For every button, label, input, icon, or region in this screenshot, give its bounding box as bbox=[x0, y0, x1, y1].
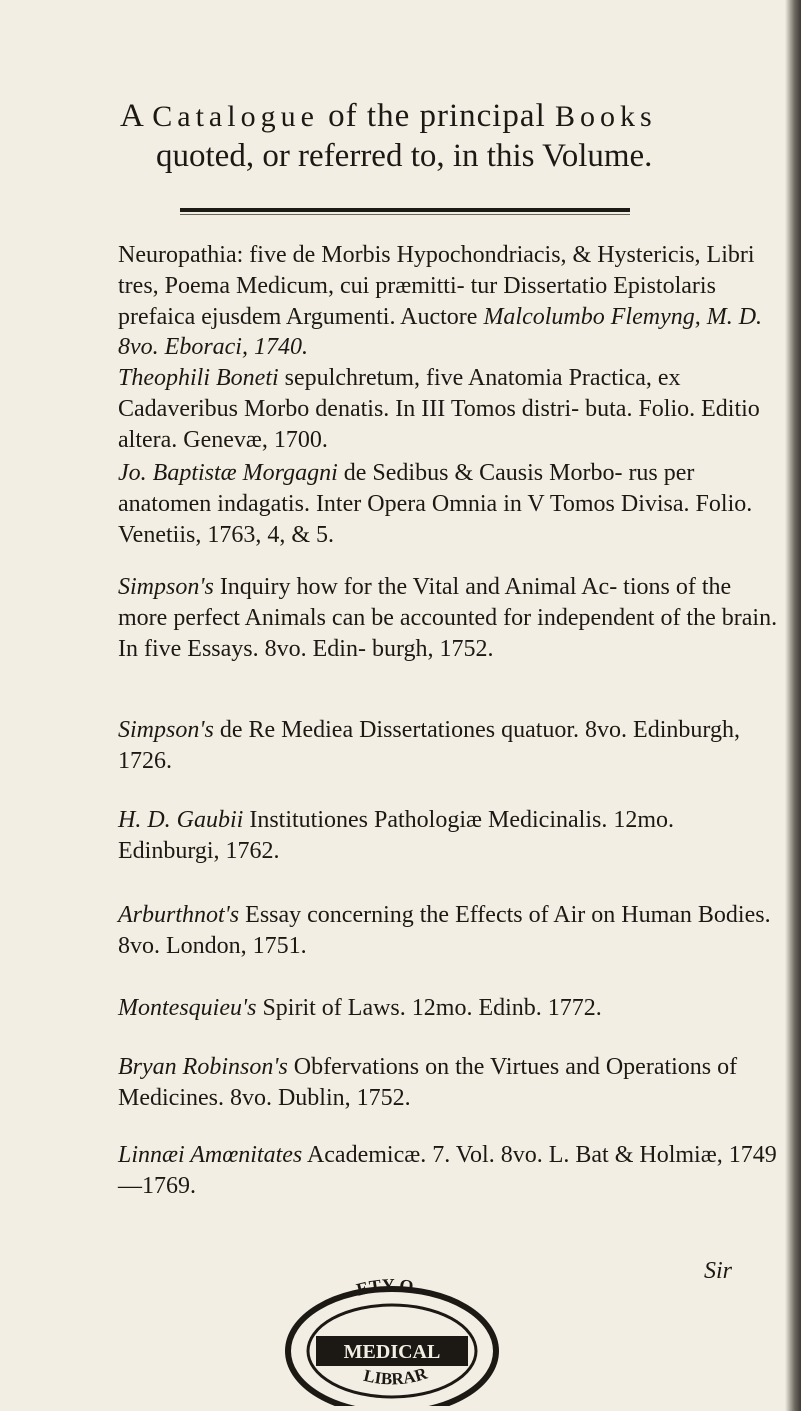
catalogue-entry bbox=[118, 1140, 778, 1202]
entry-author: Montesquieu's bbox=[118, 995, 257, 1021]
stamp-middle-text: MEDICAL bbox=[343, 1341, 441, 1363]
title-article: A bbox=[120, 98, 144, 134]
title-catalogue: Catalogue bbox=[152, 100, 319, 133]
entry-author: Simpson's bbox=[118, 717, 214, 743]
entry-text: Essay concerning the Effects of Air on Human Bodies. 8vo. London, 1751. bbox=[118, 902, 771, 959]
entry-author: Bryan Robinson's bbox=[118, 1054, 288, 1080]
catalogue-entry bbox=[118, 715, 778, 777]
entry-text: Malcolumbo Flemyng, M. D. 8vo. Eboraci, 1740. bbox=[118, 303, 763, 361]
entry-author: Neuropathia: bbox=[118, 242, 244, 268]
entry-author: Auctore bbox=[400, 303, 478, 330]
entry-text: de Sedibus & Causis Morbo- rus per anatomen indagatis. Inter Opera Omnia in V Tomos Divisa. Folio. Venetiis, 1763, 4, & 5. bbox=[118, 460, 753, 548]
page-edge-shadow bbox=[785, 0, 801, 1411]
catalogue-entry bbox=[118, 993, 778, 1024]
entry-author: Jo. Baptistæ Morgagni bbox=[118, 460, 338, 486]
catalogue-title bbox=[120, 96, 780, 137]
catalogue-entry bbox=[118, 1052, 778, 1114]
entry-author: Linnæi Amœnitates bbox=[118, 1142, 303, 1168]
catchword: Sir bbox=[704, 1258, 733, 1284]
entry-text: sepulchretum, five Anatomia Practica, ex Cadaveribus Morbo denatis. In III Tomos distri- buta. Folio. Editio altera. Genevæ, 1700. bbox=[118, 365, 760, 453]
entry-text: five de Morbis Hypochondriacis, & Hystericis, Libri tres, Poema Medicum, cui præmitti- tur Dissertatio Epistolaris prefaica ejusdem Argumenti. bbox=[118, 242, 755, 330]
catalogue-entry bbox=[118, 900, 778, 962]
entry-text: Spirit of Laws. 12mo. Edinb. 1772. bbox=[256, 995, 602, 1021]
entry-author: H. D. Gaubii bbox=[118, 807, 244, 833]
catalogue-entry bbox=[118, 572, 778, 664]
stamp-bottom-text: LIBRAR bbox=[361, 1363, 430, 1389]
entry-text: Obfervations on the Virtues and Operations of Medicines. 8vo. Dublin, 1752. bbox=[118, 1054, 738, 1111]
entry-author: Theophili Boneti bbox=[118, 365, 279, 391]
catalogue-entry bbox=[118, 805, 778, 867]
catalogue-entry bbox=[118, 363, 778, 455]
title-rule bbox=[180, 208, 630, 212]
entry-author: Arburthnot's bbox=[118, 902, 240, 928]
title-rule-thin bbox=[180, 214, 630, 215]
library-stamp bbox=[272, 1276, 512, 1406]
title-books: Books bbox=[555, 100, 657, 133]
catalogue-entry bbox=[118, 240, 778, 363]
stamp-top-text: ETY O bbox=[354, 1276, 415, 1300]
entry-text: Institutiones Pathologiæ Medicinalis. 12mo. Edinburgi, 1762. bbox=[118, 807, 674, 864]
entry-text: Inquiry how for the Vital and Animal Ac- tions of the more perfect Animals can be accounted for independent of the brain. In five Essays. 8vo. Edin- burgh, 1752. bbox=[118, 574, 778, 662]
catalogue-entry bbox=[118, 458, 778, 550]
catalogue-subtitle: quoted, or referred to, in this Volume. bbox=[156, 138, 653, 174]
entry-author: Simpson's bbox=[118, 574, 214, 600]
entry-text: Academicæ. 7. Vol. 8vo. L. Bat & Holmiæ, 1749—1769. bbox=[118, 1142, 777, 1199]
entry-text: de Re Mediea Dissertationes quatuor. 8vo. Edinburgh, 1726. bbox=[118, 717, 740, 774]
title-mid: of the principal bbox=[328, 98, 546, 134]
